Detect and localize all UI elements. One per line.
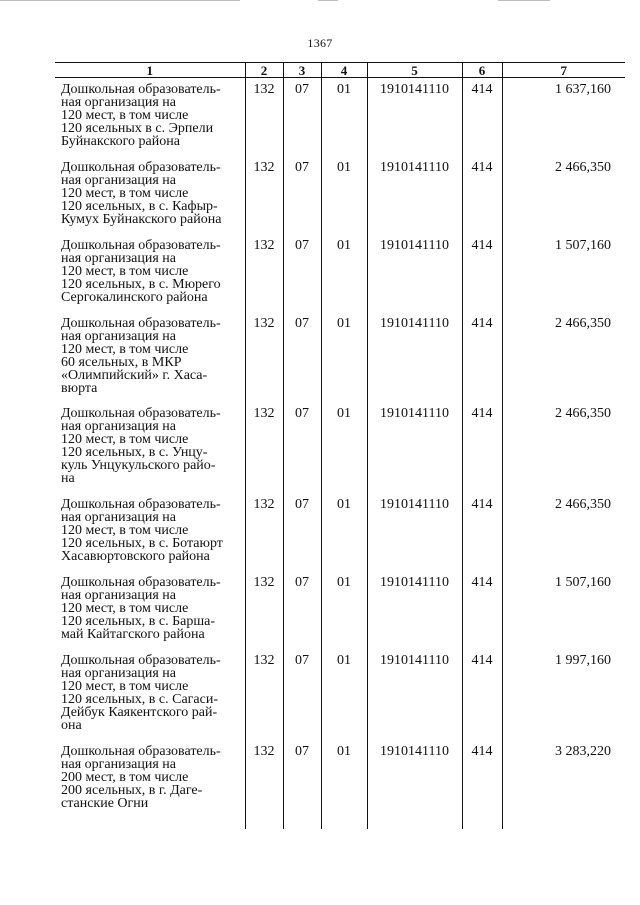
table-row [55,649,625,740]
institution-name-cell [55,234,245,312]
institution-name-line: ная организация на [61,95,176,110]
institution-name-line: ная организация на [61,587,176,603]
header-row [55,63,625,78]
amount-cell: 2 466,350 [502,402,625,493]
subsection-code-cell: 01 [321,402,367,493]
column-header-3: 3 [283,63,321,78]
institution-name-cell [55,156,245,234]
amount-cell: 1 507,160 [502,571,625,649]
institution-name-line: Буйнакского района [61,134,180,149]
institution-name-line: ная организация на [61,172,176,188]
subsection-code-cell: 01 [321,493,367,571]
amount-cell: 2 466,350 [502,493,625,571]
table-row [55,234,625,312]
target-article-cell: 1910141110 [367,571,462,649]
top-rule-left [0,0,240,1]
institution-name-cell [55,402,245,493]
table-body [55,78,625,829]
institution-name-line: «Олимпийский» г. Хаса- [61,367,208,383]
expense-type-cell: 414 [462,234,502,312]
institution-name-line: Дошкольная образователь- [61,315,221,331]
section-code-cell: 07 [283,571,321,649]
institution-name-line: куль Унцукульского райо- [61,457,216,473]
institution-name-line: Дошкольная образователь- [61,82,221,97]
institution-name-line: ная организация на [61,665,176,681]
institution-name-line: Дошкольная образователь- [61,237,221,253]
subsection-code-cell: 01 [321,571,367,649]
amount-cell: 1 997,160 [502,649,625,740]
target-article-cell: 1910141110 [367,312,462,402]
amount-cell: 2 466,350 [502,156,625,234]
institution-name-line: Кумух Буйнакского района [61,211,222,227]
top-rule-right [498,0,550,1]
ministry-code-cell: 132 [245,493,283,571]
ministry-code-cell: 132 [245,78,283,156]
institution-name-line: Дошкольная образователь- [61,652,221,668]
institution-name-cell [55,571,245,649]
institution-name-cell [55,312,245,402]
institution-name-line: 120 ясельных, в с. Мюрего [61,276,221,292]
expense-type-cell: 414 [462,312,502,402]
institution-name-line: 120 мест, в том числе [61,341,189,357]
amount-cell: 2 466,350 [502,312,625,402]
institution-name-line: Дошкольная образователь- [61,405,221,421]
subsection-code-cell: 01 [321,78,367,156]
subsection-code-cell: 01 [321,649,367,740]
target-article-cell: 1910141110 [367,234,462,312]
section-code-cell: 07 [283,78,321,156]
expense-type-cell: 414 [462,78,502,156]
institution-name-line: 120 мест, в том числе [61,108,189,123]
table-row [55,312,625,402]
institution-name-line: 200 ясельных, в г. Даге- [61,782,203,798]
institution-name-line: 120 ясельных, в с. Барша- [61,613,216,629]
table-row [55,78,625,156]
section-code-cell: 07 [283,740,321,829]
section-code-cell: 07 [283,234,321,312]
institution-name-line: 120 ясельных, в с. Унцу- [61,444,208,460]
institution-name-line: 120 мест, в том числе [61,263,189,279]
top-rule-mid [318,0,338,1]
institution-name-line: она [61,717,82,733]
target-article-cell: 1910141110 [367,649,462,740]
institution-name-line: 120 ясельных, в с. Ботаюрт [61,535,223,551]
column-header-4: 4 [321,63,367,78]
institution-name-cell [55,493,245,571]
ministry-code-cell: 132 [245,649,283,740]
institution-name-line: ная организация на [61,250,176,266]
institution-name-line: Дошкольная образователь- [61,496,221,512]
expense-type-cell: 414 [462,571,502,649]
section-code-cell: 07 [283,402,321,493]
ministry-code-cell: 132 [245,156,283,234]
ministry-code-cell: 132 [245,312,283,402]
institution-name-line: 120 ясельных в с. Эрпели [61,121,214,136]
expense-type-cell: 414 [462,402,502,493]
section-code-cell: 07 [283,649,321,740]
amount-cell: 3 283,220 [502,740,625,829]
institution-name-cell [55,740,245,829]
institution-name-line: Хасавюртовского района [61,548,210,564]
target-article-cell: 1910141110 [367,740,462,829]
column-header-6: 6 [462,63,502,78]
institution-name-line: ная организация на [61,509,176,525]
page-number: 1367 [307,36,333,50]
institution-name-line: станские Огни [61,795,149,811]
amount-cell: 1 507,160 [502,234,625,312]
section-code-cell: 07 [283,493,321,571]
column-header-1: 1 [55,63,245,78]
institution-name-line: 120 мест, в том числе [61,600,189,616]
target-article-cell: 1910141110 [367,402,462,493]
institution-name-line: Дошкольная образователь- [61,159,221,175]
institution-name-line: Дошкольная образователь- [61,574,221,590]
table-row [55,493,625,571]
institution-name-line: 60 ясельных, в МКР [61,354,182,370]
institution-name-line: 120 мест, в том числе [61,431,189,447]
subsection-code-cell: 01 [321,740,367,829]
institution-name-line: ная организация на [61,328,176,344]
table-row [55,571,625,649]
ministry-code-cell: 132 [245,402,283,493]
column-header-7: 7 [502,63,625,78]
institution-name-cell [55,78,245,156]
section-code-cell: 07 [283,156,321,234]
table-row [55,740,625,829]
institution-name-line: 120 мест, в том числе [61,522,189,538]
institution-name-line: 120 ясельных, в с. Сагаси- [61,691,219,707]
subsection-code-cell: 01 [321,234,367,312]
institution-name-line: май Кайтагского района [61,626,205,642]
target-article-cell: 1910141110 [367,493,462,571]
ministry-code-cell: 132 [245,740,283,829]
expense-type-cell: 414 [462,493,502,571]
column-header-5: 5 [367,63,462,78]
subsection-code-cell: 01 [321,312,367,402]
section-code-cell: 07 [283,312,321,402]
column-header-2: 2 [245,63,283,78]
institution-name-line: 200 мест, в том числе [61,769,189,785]
institution-name-line: Сергокалинского района [61,289,208,305]
expense-type-cell: 414 [462,740,502,829]
table-row [55,402,625,493]
subsection-code-cell: 01 [321,156,367,234]
table-row [55,156,625,234]
institution-name-line: ная организация на [61,756,176,772]
institution-name-line: на [61,470,75,486]
target-article-cell: 1910141110 [367,156,462,234]
institution-name-line: Дошкольная образователь- [61,743,221,759]
ministry-code-cell: 132 [245,571,283,649]
amount-cell: 1 637,160 [502,78,625,156]
institution-name-line: Дейбук Каякентского рай- [61,704,218,720]
expense-type-cell: 414 [462,156,502,234]
budget-table [55,62,625,829]
institution-name-line: 120 мест, в том числе [61,678,189,694]
target-article-cell: 1910141110 [367,78,462,156]
ministry-code-cell: 132 [245,234,283,312]
institution-name-line: 120 ясельных, в с. Кафыр- [61,198,218,214]
institution-name-cell [55,649,245,740]
institution-name-line: ная организация на [61,418,176,434]
institution-name-line: 120 мест, в том числе [61,185,189,201]
institution-name-line: вюрта [61,380,98,396]
expense-type-cell: 414 [462,649,502,740]
